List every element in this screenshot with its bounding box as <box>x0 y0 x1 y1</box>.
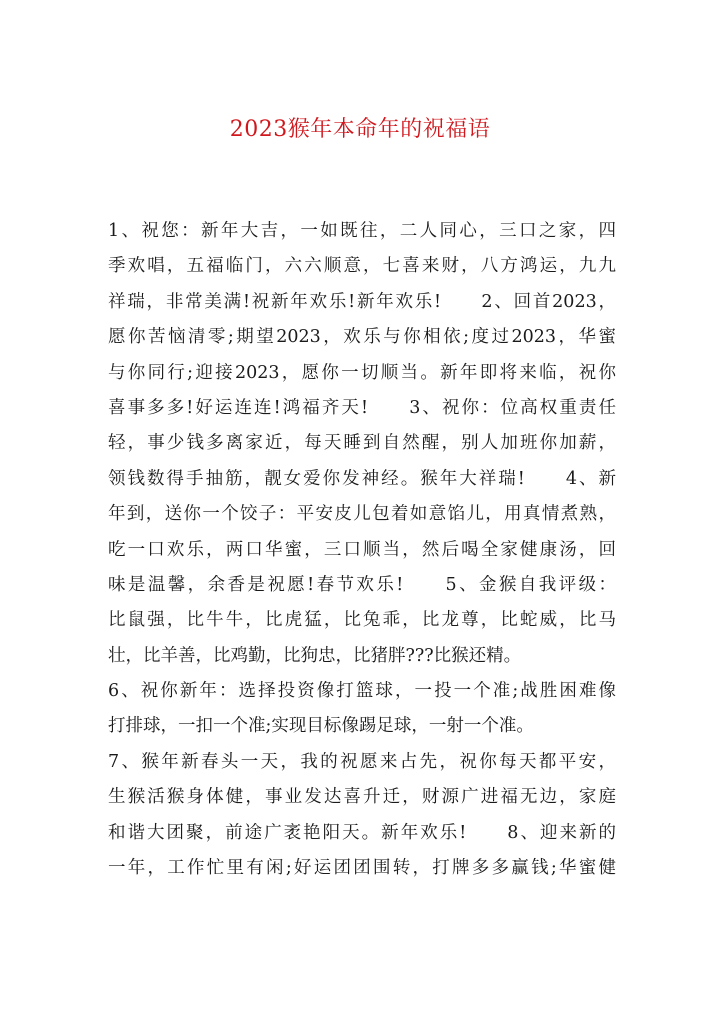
body-line: 打排球，一扣一个准;实现目标像踢足球，一射一个准。 <box>108 716 534 737</box>
body-line: 吃一口欢乐，两口华蜜，三口顺当，然后喝全家健康汤，回 <box>108 539 616 560</box>
document-body <box>108 214 616 886</box>
body-line: 愿你苦恼清零;期望2023，欢乐与你相依;度过2023，华蜜 <box>108 327 616 348</box>
body-line: 喜事多多!好运连连!鸿福齐天! 3、祝你：位高权重责任 <box>108 397 616 418</box>
body-line: 壮，比羊善，比鸡勤，比狗忠，比猪胖???比猴还精。 <box>108 645 522 666</box>
body-line: 1、祝您：新年大吉，一如既往，二人同心，三口之家，四 <box>108 221 616 241</box>
body-line: 7、猴年新春头一天，我的祝愿来占先，祝你每天都平安， <box>108 751 616 772</box>
body-line: 年到，送你一个饺子：平安皮儿包着如意馅儿，用真情煮熟， <box>108 504 616 525</box>
body-line: 6、祝你新年：选择投资像打篮球，一投一个准;战胜困难像 <box>108 681 616 702</box>
body-line: 一年，工作忙里有闲;好运团团围转，打牌多多赢钱;华蜜健 <box>108 858 616 879</box>
body-line: 季欢唱，五福临门，六六顺意，七喜来财，八方鸿运，九九 <box>108 256 616 277</box>
body-line: 领钱数得手抽筋，靓女爱你发神经。猴年大祥瑞! 4、新 <box>108 468 616 489</box>
body-line: 比鼠强，比牛牛，比虎猛，比兔乖，比龙尊，比蛇威，比马 <box>108 610 616 631</box>
document-title: 2023猴年本命年的祝福语 <box>229 117 491 142</box>
body-line: 与你同行;迎接2023，愿你一切顺当。新年即将来临，祝你 <box>108 362 616 383</box>
body-line: 祥瑞，非常美满!祝新年欢乐!新年欢乐! 2、回首2023， <box>108 291 616 312</box>
body-line: 味是温馨，余香是祝愿!春节欢乐! 5、金猴自我评级： <box>108 574 616 595</box>
body-line: 和谐大团聚，前途广袤艳阳天。新年欢乐! 8、迎来新的 <box>108 822 616 843</box>
body-line: 轻，事少钱多离家近，每天睡到自然醒，别人加班你加薪， <box>108 433 616 454</box>
body-line: 生猴活猴身体健，事业发达喜升迁，财源广进福无边，家庭 <box>108 787 616 808</box>
